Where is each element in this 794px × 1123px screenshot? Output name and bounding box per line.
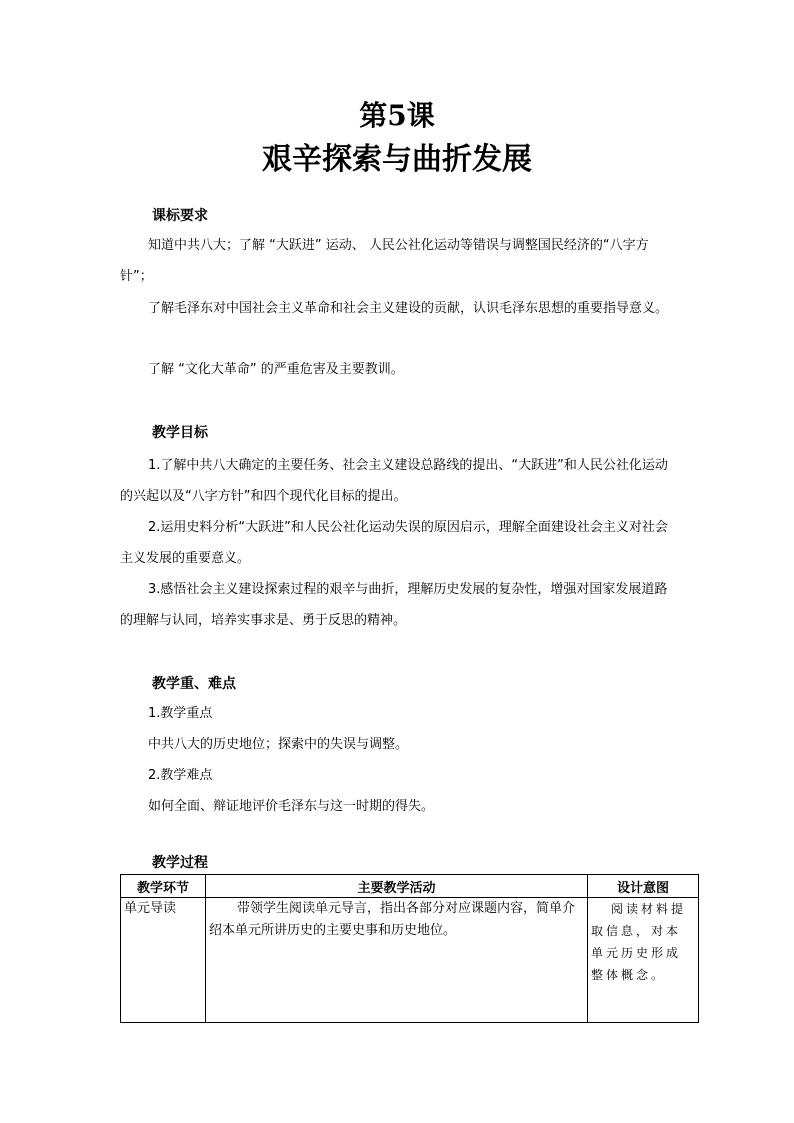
lesson-title: 艰辛探索与曲折发展 xyxy=(262,142,532,177)
stage-cell: 单元导读 xyxy=(121,898,206,1023)
objective-item: 2.运用史料分析“大跃进”和人民公社化运动失误的原因启示，理解全面建设社会主义对社会主义发展的重要意义。 xyxy=(120,520,668,566)
column-header: 设计意图 xyxy=(588,875,699,898)
standards-item: 知道中共八大；了解 “大跃进” 运动、 人民公社化运动等错误与调整国民经济的“八字方针”； xyxy=(120,238,649,284)
objectives-heading: 教学目标 xyxy=(152,425,208,441)
standards-heading: 课标要求 xyxy=(152,208,208,224)
teaching-process-table xyxy=(120,874,699,1023)
intent-cell: 阅读材料提取信息，对本单元历史形成整体概念。 xyxy=(588,898,699,1023)
column-header: 教学环节 xyxy=(121,875,206,898)
standards-item: 了解毛泽东对中国社会主义革命和社会主义建设的贡献，认识毛泽东思想的重要指导意义。 xyxy=(148,301,669,316)
process-heading: 教学过程 xyxy=(152,855,208,871)
key-points-heading: 教学重、难点 xyxy=(152,676,236,692)
objective-item: 1.了解中共八大确定的主要任务、社会主义建设总路线的提出、“大跃进”和人民公社化运动的兴起以及“八字方针”和四个现代化目标的提出。 xyxy=(120,458,668,504)
objective-item: 3.感悟社会主义建设探索过程的艰辛与曲折，理解历史发展的复杂性，增强对国家发展道路的理解与认同，培养实事求是、勇于反思的精神。 xyxy=(120,582,668,628)
table-row xyxy=(121,898,699,1023)
activity-cell: 带领学生阅读单元导言，指出各部分对应课题内容，简单介绍本单元所讲历史的主要史事和历史地位。 xyxy=(206,898,588,1023)
key-point-label: 1.教学重点 xyxy=(148,706,213,721)
difficult-point-text: 如何全面、辩证地评价毛泽东与这一时期的得失。 xyxy=(148,799,435,814)
difficult-point-label: 2.教学难点 xyxy=(148,768,213,783)
lesson-number: 第5课 xyxy=(359,99,435,132)
table-header-row xyxy=(121,875,699,898)
column-header: 主要教学活动 xyxy=(206,875,588,898)
standards-item: 了解 “文化大革命” 的严重危害及主要教训。 xyxy=(148,362,404,377)
key-point-text: 中共八大的历史地位；探索中的失误与调整。 xyxy=(148,737,409,752)
